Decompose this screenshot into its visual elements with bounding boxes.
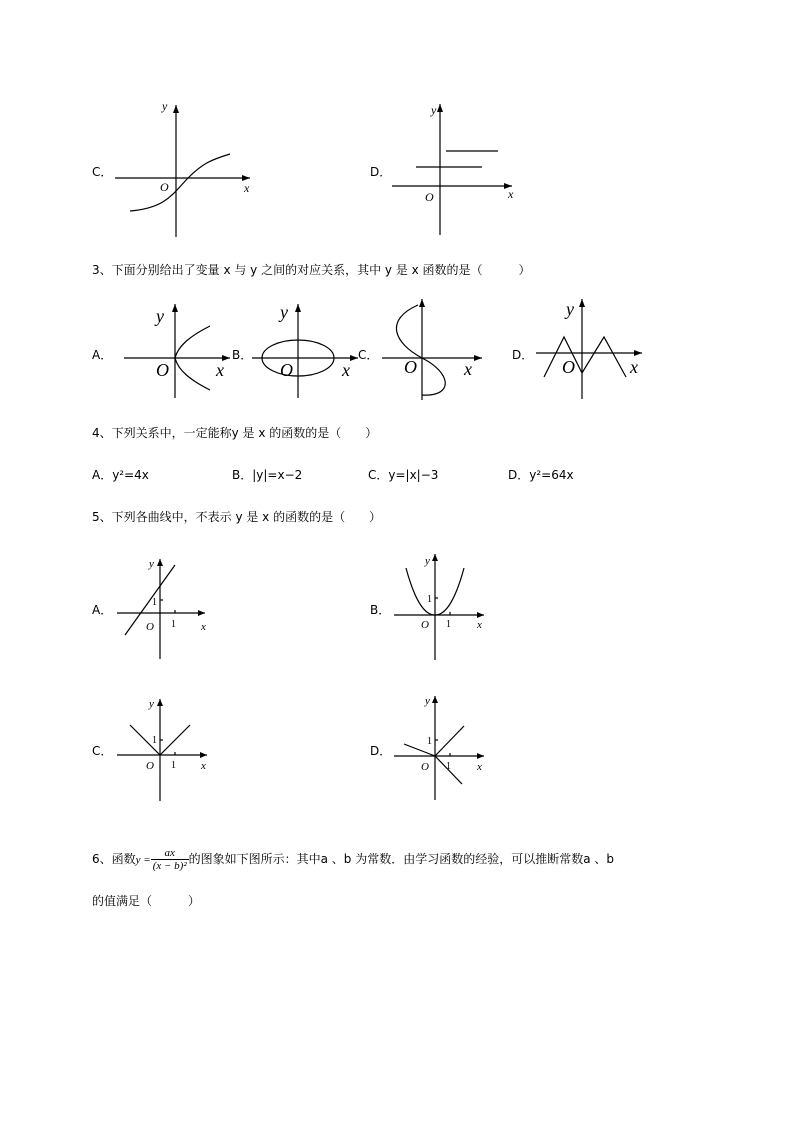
y-axis-arrow	[437, 104, 443, 112]
y-axis-arrow	[432, 696, 438, 703]
origin-label: O	[160, 180, 169, 194]
curve	[396, 305, 445, 395]
origin-label: O	[425, 190, 434, 204]
q6-fraction	[151, 847, 189, 872]
origin-label: O	[146, 760, 154, 772]
q3-option-b-label: B．	[232, 348, 253, 362]
q6-prefix: 6、函数	[92, 852, 136, 866]
q5-graph-a	[115, 555, 215, 665]
q3-stem: 3、下面分别给出了变量 x 与 y 之间的对应关系，其中 y 是 x 函数的是（ ）	[92, 263, 531, 277]
origin-label: O	[421, 761, 429, 773]
q5-graph-c	[115, 695, 215, 805]
q6-numerator: ax	[151, 847, 189, 860]
x-axis-arrow	[477, 612, 484, 618]
y-tick-label: 1	[152, 597, 157, 608]
x-tick-label: 1	[446, 619, 451, 630]
q4-option-d: D．y²=64x	[508, 468, 574, 482]
y-tick-label: 1	[152, 735, 157, 746]
ray-up	[435, 726, 464, 756]
x-label: x	[342, 360, 350, 380]
x-label: x	[201, 621, 206, 633]
q4-option-a: A．y²=4x	[92, 468, 149, 482]
x-tick-label: 1	[446, 761, 451, 772]
y-axis-arrow	[295, 304, 301, 312]
x-label: x	[244, 181, 250, 195]
y-label: y	[162, 99, 168, 113]
q6-line2: 的值满足（ ）	[92, 894, 201, 908]
y-axis-arrow	[419, 299, 425, 307]
q4-option-c: C．y=|x|−3	[368, 468, 439, 482]
y-tick-label: 1	[427, 594, 432, 605]
q5-option-a-label: A．	[92, 603, 113, 617]
x-axis-arrow	[350, 355, 358, 361]
x-axis-arrow	[474, 355, 482, 361]
q5-graph-b	[392, 550, 492, 665]
x-label: x	[464, 359, 472, 379]
origin-label: O	[146, 621, 154, 633]
q6-suffix: 的图象如下图所示：其中a 、b 为常数．由学习函数的经验，可以推断常数a 、b	[188, 852, 615, 866]
y-label: y	[156, 306, 164, 326]
q2-option-c-label: C．	[92, 165, 113, 179]
q5-graph-d	[392, 692, 492, 804]
y-label: y	[149, 558, 154, 570]
q3-option-c-label: C．	[358, 348, 379, 362]
q6-stem	[92, 842, 614, 877]
y-label: y	[425, 695, 430, 707]
x-axis-arrow	[634, 350, 642, 356]
q3-graph-b	[248, 300, 368, 400]
origin-label: O	[562, 357, 575, 377]
q6-denominator: (x − b)²	[152, 860, 187, 872]
q2-option-d-label: D．	[370, 165, 392, 179]
origin-label: O	[280, 360, 293, 380]
curve	[130, 154, 230, 211]
q3-graph-d	[532, 295, 652, 405]
q2-graph-d	[388, 100, 528, 240]
y-label: y	[280, 302, 288, 322]
q4-stem: 4、下列关系中，一定能称y 是 x 的函数的是（ ）	[92, 426, 378, 440]
x-axis-arrow	[200, 752, 207, 758]
q2-graph-c	[110, 100, 260, 240]
x-label: x	[216, 360, 224, 380]
x-tick-label: 1	[171, 619, 176, 630]
x-label: x	[630, 357, 638, 377]
q6-y-eq: y =	[135, 854, 151, 866]
x-tick-label: 1	[171, 760, 176, 771]
y-axis-arrow	[157, 699, 163, 706]
x-label: x	[477, 619, 482, 631]
zigzag	[544, 337, 626, 377]
y-axis-arrow	[432, 554, 438, 561]
q3-graph-a	[120, 300, 240, 400]
y-label: y	[431, 103, 437, 117]
y-axis-arrow	[157, 559, 163, 566]
x-label: x	[477, 761, 482, 773]
q4-option-b: B．|y|=x−2	[232, 468, 303, 482]
y-axis-arrow	[579, 299, 585, 307]
q5-stem: 5、下列各曲线中，不表示 y 是 x 的函数的是（ ）	[92, 510, 382, 524]
q5-option-d-label: D．	[370, 744, 392, 758]
origin-label: O	[404, 357, 417, 377]
y-axis-arrow	[172, 304, 178, 312]
x-label: x	[201, 760, 206, 772]
y-tick-label: 1	[427, 736, 432, 747]
q3-option-a-label: A．	[92, 348, 113, 362]
q3-option-d-label: D．	[512, 348, 534, 362]
origin-label: O	[156, 360, 169, 380]
x-axis-arrow	[198, 610, 205, 616]
y-label: y	[566, 299, 574, 319]
x-axis-arrow	[477, 753, 484, 759]
origin-label: O	[421, 619, 429, 631]
y-axis-arrow	[173, 105, 179, 113]
q5-option-c-label: C．	[92, 744, 113, 758]
y-label: y	[149, 698, 154, 710]
x-label: x	[508, 187, 514, 201]
q3-graph-c	[374, 295, 494, 405]
q5-option-b-label: B．	[370, 603, 391, 617]
y-label: y	[425, 555, 430, 567]
